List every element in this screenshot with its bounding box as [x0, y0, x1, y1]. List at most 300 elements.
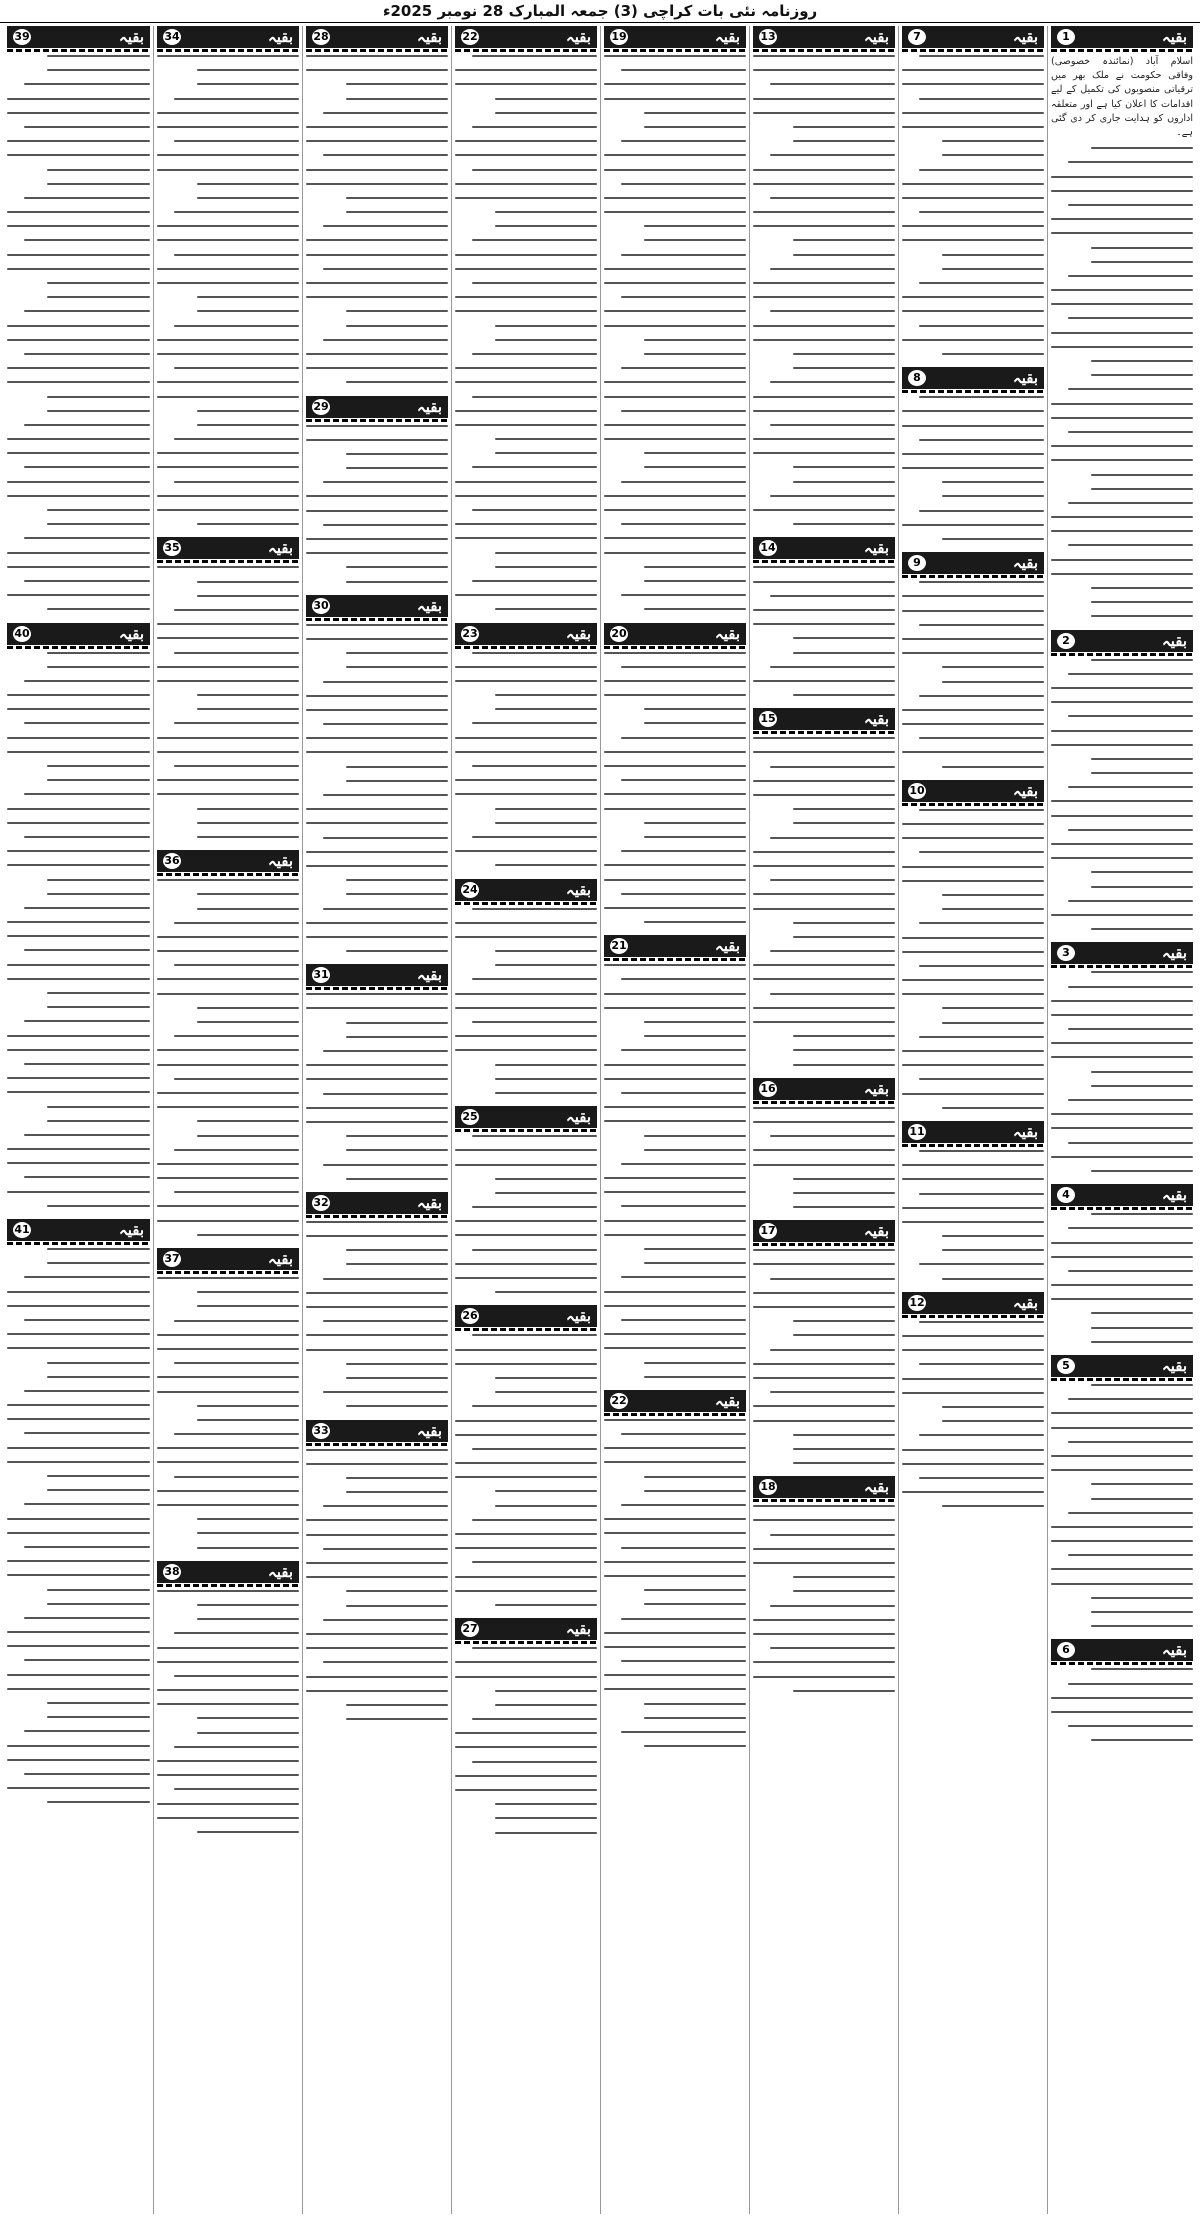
text-line: [1068, 715, 1193, 717]
continuation-block: [7, 1219, 150, 1803]
text-line: [1091, 1625, 1193, 1627]
text-line: [157, 680, 299, 682]
text-line: [604, 1561, 746, 1563]
block-number: 5: [1057, 1358, 1075, 1374]
text-line: [47, 1489, 150, 1491]
block-title: بقیہ: [565, 1620, 591, 1639]
text-line: [346, 98, 448, 100]
text-line: [753, 1149, 895, 1151]
text-line: [47, 282, 150, 284]
text-line: [323, 837, 448, 839]
text-line: [604, 438, 746, 440]
text-line: [621, 666, 746, 668]
text-line: [1068, 1441, 1193, 1443]
text-line: [7, 737, 150, 739]
text-line: [770, 154, 895, 156]
text-line: [455, 1349, 597, 1351]
text-line: [306, 1292, 448, 1294]
text-line: [644, 822, 746, 824]
text-line: [644, 239, 746, 241]
block-title: بقیہ: [565, 28, 591, 46]
text-line: [346, 381, 448, 383]
text-line: [604, 211, 746, 213]
text-line: [942, 538, 1044, 540]
text-line: [24, 83, 150, 85]
continuation-block: [7, 26, 150, 610]
text-line: [472, 1761, 597, 1763]
text-line: [902, 69, 1044, 71]
text-lines: [1051, 1213, 1193, 1343]
text-line: [306, 936, 448, 938]
block-number: 30: [313, 598, 329, 612]
block-number: 1: [1057, 29, 1075, 45]
text-line: [770, 993, 895, 995]
text-line: [604, 964, 746, 966]
text-line: [902, 467, 1044, 469]
text-line: [1051, 1113, 1193, 1115]
text-line: [753, 751, 895, 753]
text-line: [604, 864, 746, 866]
block-number: 13: [760, 30, 776, 43]
text-line: [7, 452, 150, 454]
text-line: [174, 1035, 299, 1037]
text-line: [323, 481, 448, 483]
text-line: [902, 1064, 1044, 1066]
text-line: [753, 1562, 895, 1564]
text-line: [1091, 1213, 1193, 1215]
text-line: [793, 1448, 895, 1450]
text-line: [306, 296, 448, 298]
text-line: [644, 1603, 746, 1605]
text-line: [495, 1391, 597, 1393]
block-title: بقیہ: [1161, 1357, 1187, 1376]
text-line: [472, 466, 597, 468]
text-line: [495, 1803, 597, 1805]
text-line: [7, 978, 150, 980]
text-line: [770, 837, 895, 839]
text-line: [157, 396, 299, 398]
text-line: [7, 850, 150, 852]
text-line: [919, 1078, 1044, 1080]
text-line: [7, 112, 150, 114]
continuation-block: [306, 26, 448, 383]
text-line: [197, 908, 299, 910]
text-line: [1051, 1711, 1193, 1713]
text-line: [770, 495, 895, 497]
column-8: [4, 26, 153, 2214]
text-line: [644, 452, 746, 454]
text-line: [157, 1817, 299, 1819]
text-line: [604, 1461, 746, 1463]
block-header: [455, 623, 597, 645]
text-line: [919, 282, 1044, 284]
text-line: [323, 1164, 448, 1166]
text-line: [472, 1718, 597, 1720]
text-lines: [7, 55, 150, 610]
block-header: [7, 1219, 150, 1241]
text-lines: [902, 55, 1044, 355]
text-line: [24, 1432, 150, 1434]
text-line: [604, 1007, 746, 1009]
block-header: [902, 1121, 1044, 1143]
text-line: [604, 1120, 746, 1122]
text-line: [174, 325, 299, 327]
text-line: [753, 296, 895, 298]
text-line: [174, 922, 299, 924]
text-line: [793, 1690, 895, 1692]
text-line: [793, 140, 895, 142]
block-number: 8: [908, 370, 926, 386]
text-line: [455, 1049, 597, 1051]
text-line: [197, 83, 299, 85]
text-line: [157, 353, 299, 355]
text-line: [753, 98, 895, 100]
text-line: [919, 1477, 1044, 1479]
text-line: [174, 1788, 299, 1790]
text-line: [197, 581, 299, 583]
text-line: [7, 1191, 150, 1193]
text-line: [7, 708, 150, 710]
text-line: [455, 495, 597, 497]
text-line: [919, 624, 1044, 626]
continuation-block: [157, 1561, 299, 1833]
text-line: [7, 1162, 150, 1164]
text-line: [306, 1463, 448, 1465]
text-line: [1068, 1227, 1193, 1229]
text-line: [902, 1050, 1044, 1052]
text-line: [644, 1149, 746, 1151]
block-number: 12: [909, 1295, 925, 1309]
text-line: [472, 1249, 597, 1251]
text-line: [1091, 1341, 1193, 1343]
text-line: [1091, 1498, 1193, 1500]
text-line: [753, 780, 895, 782]
text-line: [306, 1562, 448, 1564]
text-line: [621, 1049, 746, 1051]
text-lines: [157, 566, 299, 838]
continuation-block: [157, 850, 299, 1236]
block-title: بقیہ: [863, 1079, 889, 1098]
text-line: [197, 836, 299, 838]
text-line: [24, 722, 150, 724]
text-line: [753, 1548, 895, 1550]
continuation-block: [753, 26, 895, 525]
text-lines: [455, 908, 597, 1094]
text-line: [323, 268, 448, 270]
text-line: [902, 709, 1044, 711]
text-line: [644, 1476, 746, 1478]
block-header: [1051, 1639, 1193, 1661]
text-line: [604, 879, 746, 881]
text-line: [7, 1447, 150, 1449]
text-line: [323, 1278, 448, 1280]
text-line: [157, 339, 299, 341]
text-line: [753, 1633, 895, 1635]
text-line: [197, 296, 299, 298]
text-line: [604, 1518, 746, 1520]
text-line: [1051, 1412, 1193, 1414]
text-line: [1068, 829, 1193, 831]
text-line: [793, 1064, 895, 1066]
block-number: 27: [462, 1622, 478, 1636]
continuation-block: [157, 1248, 299, 1549]
text-line: [174, 1746, 299, 1748]
text-line: [157, 1376, 299, 1378]
text-line: [197, 1135, 299, 1137]
block-header: [604, 623, 746, 645]
text-line: [1051, 1526, 1193, 1528]
text-line: [323, 339, 448, 341]
text-line: [495, 864, 597, 866]
text-line: [604, 1305, 746, 1307]
text-line: [644, 353, 746, 355]
text-line: [919, 169, 1044, 171]
text-lines: [306, 1449, 448, 1721]
text-line: [306, 709, 448, 711]
text-line: [793, 808, 895, 810]
text-line: [7, 822, 150, 824]
text-line: [346, 1477, 448, 1479]
text-line: [455, 381, 597, 383]
text-line: [495, 1690, 597, 1692]
text-line: [902, 453, 1044, 455]
block-number: 17: [760, 1224, 776, 1238]
text-line: [47, 69, 150, 71]
text-line: [1068, 204, 1193, 206]
text-line: [346, 766, 448, 768]
block-number: 34: [164, 30, 180, 43]
text-line: [1091, 1611, 1193, 1613]
text-line: [346, 1605, 448, 1607]
text-line: [1051, 403, 1193, 405]
text-line: [902, 723, 1044, 725]
text-line: [197, 1419, 299, 1421]
continuation-block: [1051, 1639, 1193, 1741]
text-line: [1068, 1398, 1193, 1400]
text-line: [1051, 815, 1193, 817]
text-line: [902, 751, 1044, 753]
text-line: [24, 197, 150, 199]
block-title: بقیہ: [118, 1221, 144, 1239]
text-line: [753, 69, 895, 71]
text-line: [174, 765, 299, 767]
block-header: [753, 537, 895, 559]
text-line: [7, 438, 150, 440]
text-line: [1068, 161, 1193, 163]
text-line: [455, 1576, 597, 1578]
text-lines: [902, 809, 1044, 1109]
block-number: 33: [313, 1423, 329, 1437]
text-line: [1091, 1483, 1193, 1485]
text-line: [346, 1377, 448, 1379]
text-line: [604, 1064, 746, 1066]
text-line: [621, 367, 746, 369]
text-line: [495, 339, 597, 341]
text-line: [604, 197, 746, 199]
text-line: [306, 1349, 448, 1351]
text-line: [197, 1831, 299, 1833]
text-line: [604, 1291, 746, 1293]
block-header: [157, 26, 299, 48]
text-line: [47, 1702, 150, 1704]
text-line: [753, 55, 895, 57]
text-line: [604, 907, 746, 909]
block-number: 40: [14, 626, 30, 640]
text-line: [455, 154, 597, 156]
text-line: [1051, 232, 1193, 234]
text-line: [197, 694, 299, 696]
text-line: [346, 325, 448, 327]
text-line: [902, 1463, 1044, 1465]
text-line: [157, 1334, 299, 1336]
text-line: [306, 1690, 448, 1692]
text-line: [1051, 730, 1193, 732]
text-lines: [306, 55, 448, 383]
text-lines: [455, 1647, 597, 1833]
block-header: [902, 367, 1044, 389]
block-title: بقیہ: [863, 28, 889, 46]
text-line: [495, 211, 597, 213]
text-line: [47, 1262, 150, 1264]
text-line: [346, 1036, 448, 1038]
block-title: بقیہ: [565, 624, 591, 643]
text-line: [902, 310, 1044, 312]
text-line: [902, 339, 1044, 341]
text-line: [770, 1605, 895, 1607]
text-line: [902, 1378, 1044, 1380]
text-lines: [7, 1248, 150, 1803]
text-line: [346, 1022, 448, 1024]
text-line: [793, 1576, 895, 1578]
text-line: [495, 708, 597, 710]
text-line: [174, 211, 299, 213]
text-line: [942, 1278, 1044, 1280]
text-line: [306, 737, 448, 739]
text-line: [157, 666, 299, 668]
text-line: [346, 1718, 448, 1720]
block-number: 28: [313, 30, 329, 43]
text-line: [644, 1135, 746, 1137]
text-line: [942, 766, 1044, 768]
block-number: 4: [1057, 1187, 1075, 1203]
text-line: [495, 566, 597, 568]
text-line: [604, 509, 746, 511]
text-line: [306, 552, 448, 554]
block-header: [902, 1292, 1044, 1314]
text-line: [495, 1505, 597, 1507]
text-line: [346, 1363, 448, 1365]
text-line: [24, 793, 150, 795]
text-line: [24, 907, 150, 909]
text-line: [604, 83, 746, 85]
block-title: بقیہ: [1161, 631, 1187, 650]
text-line: [7, 211, 150, 213]
text-line: [197, 822, 299, 824]
block-title: بقیہ: [714, 937, 740, 956]
text-line: [7, 1049, 150, 1051]
text-line: [455, 793, 597, 795]
text-line: [455, 537, 597, 539]
text-lines: [306, 993, 448, 1179]
text-line: [306, 183, 448, 185]
text-line: [455, 936, 597, 938]
block-header: [902, 780, 1044, 802]
text-line: [24, 1176, 150, 1178]
text-line: [306, 993, 448, 995]
block-title: بقیہ: [118, 624, 144, 643]
text-line: [495, 552, 597, 554]
text-line: [7, 154, 150, 156]
text-line: [919, 1193, 1044, 1195]
text-line: [306, 353, 448, 355]
text-line: [157, 452, 299, 454]
text-line: [157, 1490, 299, 1492]
text-line: [644, 580, 746, 582]
block-number: 22: [462, 30, 478, 43]
text-line: [197, 197, 299, 199]
text-lines: [306, 1221, 448, 1407]
continuation-block: [902, 552, 1044, 767]
text-line: [306, 638, 448, 640]
text-line: [323, 908, 448, 910]
text-line: [472, 126, 597, 128]
text-line: [644, 1035, 746, 1037]
text-line: [7, 1404, 150, 1406]
text-line: [306, 1647, 448, 1649]
text-line: [942, 481, 1044, 483]
text-line: [306, 624, 448, 626]
column-2: [898, 26, 1047, 2214]
text-lines: [753, 1505, 895, 1691]
text-line: [157, 1647, 299, 1649]
text-line: [753, 1121, 895, 1123]
text-line: [24, 1546, 150, 1548]
block-title: بقیہ: [416, 397, 442, 416]
text-line: [495, 1192, 597, 1194]
text-line: [902, 225, 1044, 227]
text-line: [1091, 615, 1193, 617]
text-line: [770, 766, 895, 768]
block-number: 24: [462, 882, 478, 896]
text-lines: [902, 1150, 1044, 1280]
text-line: [24, 1617, 150, 1619]
text-line: [174, 438, 299, 440]
text-line: [902, 837, 1044, 839]
text-line: [604, 1078, 746, 1080]
continuation-block: [1051, 1184, 1193, 1343]
text-line: [306, 1306, 448, 1308]
text-line: [1051, 1042, 1193, 1044]
block-number: 35: [164, 541, 180, 555]
continuation-block: [604, 935, 746, 1377]
text-line: [902, 1349, 1044, 1351]
text-line: [604, 1347, 746, 1349]
text-line: [197, 1234, 299, 1236]
block-title: بقیہ: [1161, 1186, 1187, 1205]
text-line: [472, 652, 597, 654]
text-line: [197, 1518, 299, 1520]
text-line: [1091, 601, 1193, 603]
text-lines: [753, 55, 895, 525]
text-line: [197, 69, 299, 71]
text-line: [644, 722, 746, 724]
text-line: [793, 1049, 895, 1051]
text-line: [157, 793, 299, 795]
text-line: [7, 367, 150, 369]
text-line: [24, 836, 150, 838]
text-line: [793, 1178, 895, 1180]
text-line: [197, 1732, 299, 1734]
